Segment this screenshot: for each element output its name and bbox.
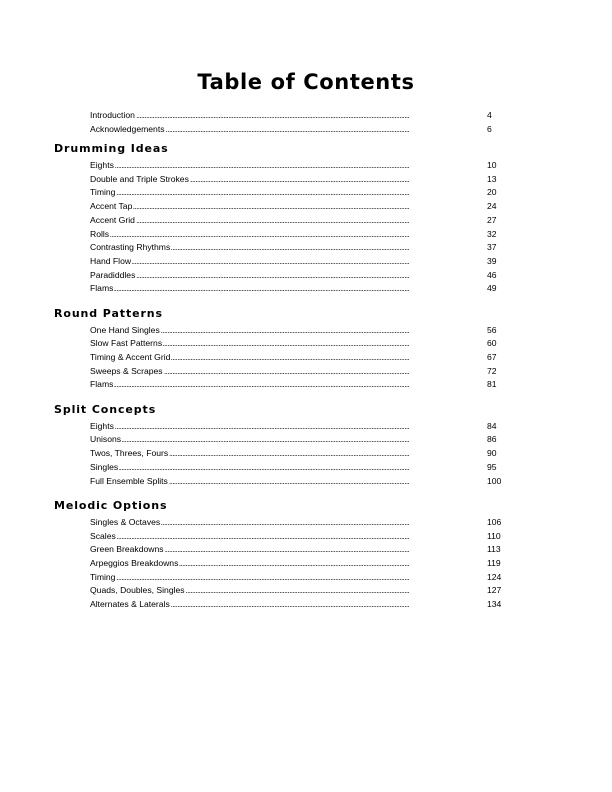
toc-entry-title: Arpeggios Breakdowns bbox=[90, 557, 179, 571]
toc-entry-page: 37 bbox=[486, 241, 497, 255]
toc-entry-title: Twos, Threes, Fours bbox=[90, 447, 169, 461]
toc-entry-title: One Hand Singles bbox=[90, 324, 161, 338]
toc-entry[interactable] bbox=[90, 461, 502, 475]
toc-entry-page: 110 bbox=[486, 530, 501, 544]
toc-entry-title: Timing bbox=[90, 186, 116, 200]
toc-entry-page: 24 bbox=[486, 200, 497, 214]
toc-entry[interactable] bbox=[90, 598, 502, 612]
section-heading: Drumming Ideas bbox=[54, 142, 169, 156]
toc-entry-title: Scales bbox=[90, 530, 117, 544]
toc-entry-page: 10 bbox=[486, 159, 497, 173]
toc-entry-title: Green Breakdowns bbox=[90, 543, 165, 557]
dot-leader bbox=[90, 420, 502, 434]
toc-entry-title: Introduction bbox=[90, 109, 136, 123]
toc-entry-page: 6 bbox=[486, 123, 492, 137]
section-heading: Melodic Options bbox=[54, 499, 168, 513]
toc-entry-title: Alternates & Laterals bbox=[90, 598, 171, 612]
toc-entry-title: Slow Fast Patterns bbox=[90, 337, 163, 351]
toc-entry[interactable] bbox=[90, 269, 502, 283]
toc-entry-title: Full Ensemble Splits bbox=[90, 475, 169, 489]
dot-leader bbox=[90, 269, 502, 283]
toc-entry-title: Timing bbox=[90, 571, 116, 585]
toc-entry[interactable] bbox=[90, 584, 502, 598]
toc-entry-title: Flams bbox=[90, 378, 114, 392]
toc-entry-page: 72 bbox=[486, 365, 497, 379]
toc-entry-title: Contrasting Rhythms bbox=[90, 241, 171, 255]
toc-entry[interactable] bbox=[90, 200, 502, 214]
section-heading: Split Concepts bbox=[54, 403, 157, 417]
toc-entry[interactable] bbox=[90, 228, 502, 242]
toc-entry[interactable] bbox=[90, 557, 502, 571]
toc-entry-page: 81 bbox=[486, 378, 497, 392]
toc-entry-page: 134 bbox=[486, 598, 501, 612]
dot-leader bbox=[90, 461, 502, 475]
toc-entry-page: 124 bbox=[486, 571, 501, 585]
dot-leader bbox=[90, 433, 502, 447]
toc-entry[interactable] bbox=[90, 530, 502, 544]
dot-leader bbox=[90, 530, 502, 544]
toc-entry-page: 60 bbox=[486, 337, 497, 351]
toc-entry[interactable] bbox=[90, 123, 502, 137]
dot-leader bbox=[90, 109, 502, 123]
dot-leader bbox=[90, 186, 502, 200]
dot-leader bbox=[90, 378, 502, 392]
toc-entry-page: 49 bbox=[486, 282, 497, 296]
toc-entry[interactable] bbox=[90, 516, 502, 530]
toc-entry-page: 95 bbox=[486, 461, 497, 475]
toc-entry-page: 20 bbox=[486, 186, 497, 200]
toc-entry-page: 113 bbox=[486, 543, 501, 557]
toc-entry[interactable] bbox=[90, 186, 502, 200]
toc-entry-title: Eights bbox=[90, 420, 115, 434]
dot-leader bbox=[90, 200, 502, 214]
toc-entry-title: Accent Tap bbox=[90, 200, 133, 214]
toc-entry-page: 56 bbox=[486, 324, 497, 338]
toc-entry-page: 46 bbox=[486, 269, 497, 283]
toc-entry-title: Timing & Accent Grid bbox=[90, 351, 171, 365]
toc-entry-page: 4 bbox=[486, 109, 492, 123]
toc-entry[interactable] bbox=[90, 571, 502, 585]
toc-entry-title: Singles bbox=[90, 461, 119, 475]
toc-entry-page: 119 bbox=[486, 557, 501, 571]
toc-entry-page: 39 bbox=[486, 255, 497, 269]
toc-entry-title: Flams bbox=[90, 282, 114, 296]
toc-entry[interactable] bbox=[90, 173, 502, 187]
toc-entry-title: Unisons bbox=[90, 433, 122, 447]
toc-entry-title: Sweeps & Scrapes bbox=[90, 365, 164, 379]
toc-entry-page: 84 bbox=[486, 420, 497, 434]
toc-entry-page: 90 bbox=[486, 447, 497, 461]
dot-leader bbox=[90, 214, 502, 228]
toc-entry[interactable] bbox=[90, 337, 502, 351]
dot-leader bbox=[90, 255, 502, 269]
toc-entry[interactable] bbox=[90, 447, 502, 461]
toc-entry[interactable] bbox=[90, 324, 502, 338]
toc-entry-page: 100 bbox=[486, 475, 501, 489]
table-of-contents bbox=[0, 109, 612, 612]
toc-entry-title: Acknowledgements bbox=[90, 123, 166, 137]
toc-entry[interactable] bbox=[90, 109, 502, 123]
toc-entry-title: Rolls bbox=[90, 228, 110, 242]
page-title: Table of Contents bbox=[197, 70, 415, 94]
toc-entry[interactable] bbox=[90, 475, 502, 489]
toc-entry[interactable] bbox=[90, 365, 502, 379]
toc-entry-page: 13 bbox=[486, 173, 497, 187]
toc-entry-title: Eights bbox=[90, 159, 115, 173]
toc-entry[interactable] bbox=[90, 241, 502, 255]
toc-entry[interactable] bbox=[90, 351, 502, 365]
toc-entry-title: Double and Triple Strokes bbox=[90, 173, 190, 187]
toc-entry[interactable] bbox=[90, 543, 502, 557]
toc-entry-page: 27 bbox=[486, 214, 497, 228]
toc-entry-title: Hand Flow bbox=[90, 255, 132, 269]
toc-entry-page: 127 bbox=[486, 584, 501, 598]
toc-entry[interactable] bbox=[90, 159, 502, 173]
toc-entry-title: Paradiddles bbox=[90, 269, 136, 283]
toc-entry[interactable] bbox=[90, 433, 502, 447]
toc-entry-title: Accent Grid bbox=[90, 214, 136, 228]
toc-entry[interactable] bbox=[90, 420, 502, 434]
toc-entry-page: 67 bbox=[486, 351, 497, 365]
toc-entry-page: 106 bbox=[486, 516, 501, 530]
toc-entry-title: Singles & Octaves bbox=[90, 516, 161, 530]
toc-entry-page: 86 bbox=[486, 433, 497, 447]
dot-leader bbox=[90, 571, 502, 585]
dot-leader bbox=[90, 159, 502, 173]
dot-leader bbox=[90, 228, 502, 242]
toc-entry-page: 32 bbox=[486, 228, 497, 242]
section-heading: Round Patterns bbox=[54, 306, 163, 320]
toc-entry[interactable] bbox=[90, 378, 502, 392]
toc-entry-title: Quads, Doubles, Singles bbox=[90, 584, 186, 598]
toc-entry[interactable] bbox=[90, 255, 502, 269]
toc-entry[interactable] bbox=[90, 282, 502, 296]
toc-entry[interactable] bbox=[90, 214, 502, 228]
dot-leader bbox=[90, 282, 502, 296]
